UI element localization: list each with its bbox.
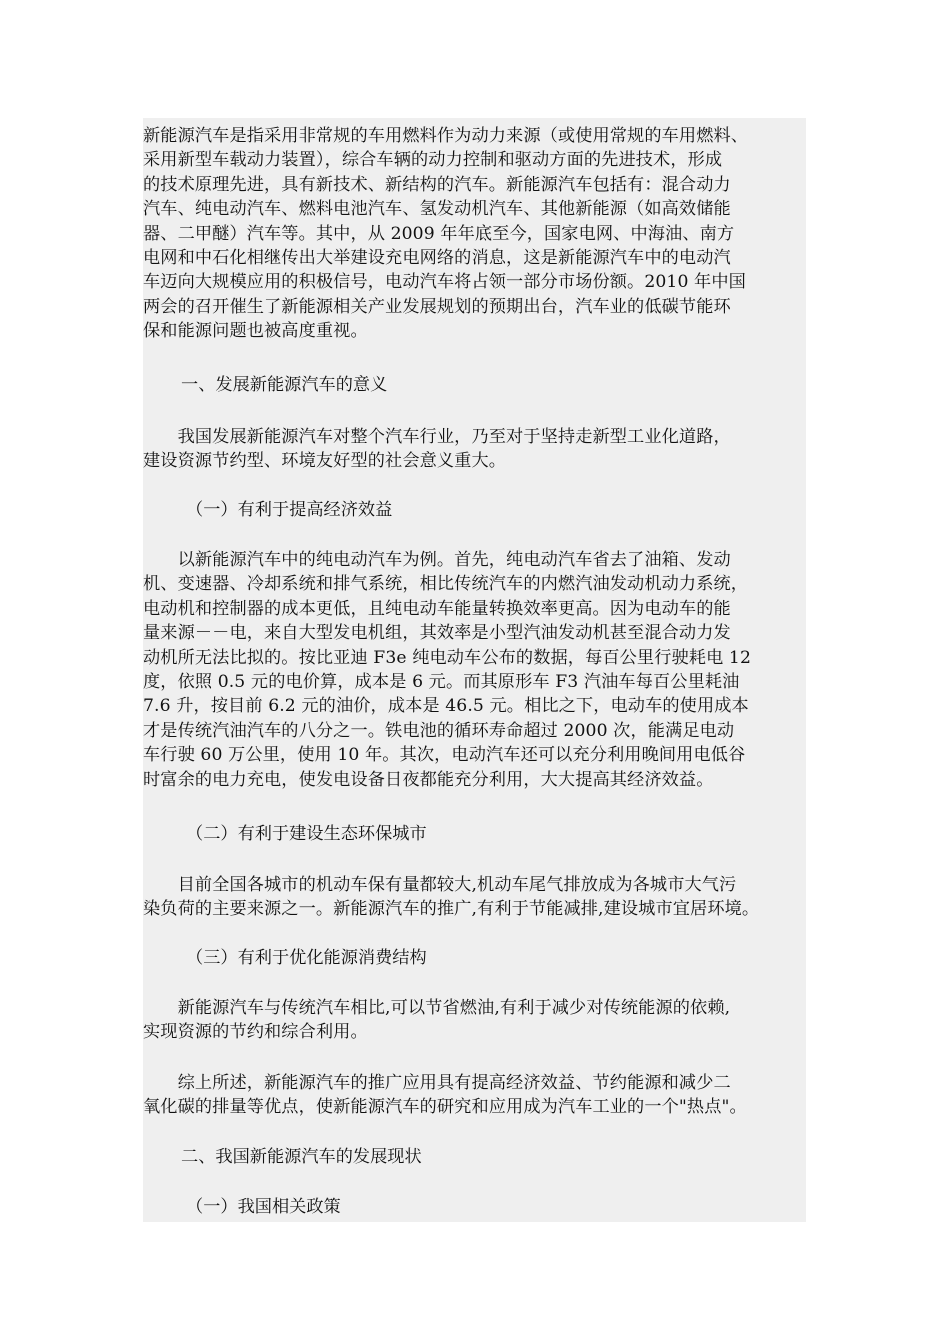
text-line: 以新能源汽车中的纯电动汽车为例。首先，纯电动汽车省去了油箱、发动 xyxy=(143,550,731,570)
heading-eco-city: （二）有利于建设生态环保城市 xyxy=(186,824,427,844)
heading-development-status: 二、我国新能源汽车的发展现状 xyxy=(181,1147,422,1167)
summary-paragraph xyxy=(143,1071,813,1120)
text-line: 目前全国各城市的机动车保有量都较大,机动车尾气排放成为各城市大气污 xyxy=(143,875,737,895)
heading-policy: （一）我国相关政策 xyxy=(186,1197,341,1217)
heading-significance: 一、发展新能源汽车的意义 xyxy=(181,375,388,395)
text-line: 的技术原理先进，具有新技术、新结构的汽车。新能源汽车包括有：混合动力 xyxy=(143,174,731,195)
text-line: 我国发展新能源汽车对整个汽车行业，乃至对于坚持走新型工业化道路， xyxy=(143,427,731,447)
text-line: 才是传统汽油汽车的八分之一。铁电池的循环寿命超过 2000 次，能满足电动 xyxy=(143,720,735,741)
text-line: 7.6 升，按目前 6.2 元的油价，成本是 46.5 元。相比之下，电动车的使用成本 xyxy=(143,696,749,717)
eco-city-paragraph xyxy=(143,873,813,922)
economic-paragraph xyxy=(143,548,813,792)
text-line: 时富余的电力充电，使发电设备日夜都能充分利用，大大提高其经济效益。 xyxy=(143,769,714,790)
text-line: 建设资源节约型、环境友好型的社会意义重大。 xyxy=(143,451,507,472)
text-line: 染负荷的主要来源之一。新能源汽车的推广,有利于节能减排,建设城市宜居环境。 xyxy=(143,899,760,920)
text-line: 保和能源问题也被高度重视。 xyxy=(143,321,368,342)
significance-paragraph xyxy=(143,425,813,474)
text-line: 动机所无法比拟的。按比亚迪 F3e 纯电动车公布的数据，每百公里行驶耗电 12 xyxy=(143,647,752,668)
text-line: 度，依照 0.5 元的电价算，成本是 6 元。而其原形车 F3 汽油车每百公里耗油 xyxy=(143,671,740,692)
text-line: 新能源汽车是指采用非常规的车用燃料作为动力来源（或使用常规的车用燃料、 xyxy=(143,126,749,146)
heading-energy-structure: （三）有利于优化能源消费结构 xyxy=(186,948,427,968)
text-line: 电网和中石化相继传出大举建设充电网络的消息，这是新能源汽车中的电动汽 xyxy=(143,247,731,268)
text-line: 车迈向大规模应用的积极信号，电动汽车将占领一部分市场份额。2010 年中国 xyxy=(143,272,746,293)
text-line: 采用新型车载动力装置），综合车辆的动力控制和驱动方面的先进技术，形成 xyxy=(143,150,723,171)
text-line: 车行驶 60 万公里，使用 10 年。其次，电动汽车还可以充分利用晚间用电低谷 xyxy=(143,745,746,766)
text-line: 量来源－－电，来自大型发电机组，其效率是小型汽油发动机甚至混合动力发 xyxy=(143,623,731,644)
heading-economic-benefit: （一）有利于提高经济效益 xyxy=(186,500,393,520)
text-line: 两会的召开催生了新能源相关产业发展规划的预期出台，汽车业的低碳节能环 xyxy=(143,296,731,317)
intro-paragraph xyxy=(143,124,813,344)
text-line: 综上所述，新能源汽车的推广应用具有提高经济效益、节约能源和减少二 xyxy=(143,1073,731,1093)
text-line: 机、变速器、冷却系统和排气系统，相比传统汽车的内燃汽油发动机动力系统， xyxy=(143,574,749,595)
text-line: 实现资源的节约和综合利用。 xyxy=(143,1022,368,1043)
text-line: 新能源汽车与传统汽车相比,可以节省燃油,有利于减少对传统能源的依赖, xyxy=(143,998,731,1018)
text-line: 氧化碳的排量等优点，使新能源汽车的研究和应用成为汽车工业的一个"热点"。 xyxy=(143,1097,747,1118)
energy-paragraph xyxy=(143,996,813,1045)
text-line: 器、二甲醚）汽车等。其中，从 2009 年年底至今，国家电网、中海油、南方 xyxy=(143,223,735,244)
text-line: 电动机和控制器的成本更低，且纯电动车能量转换效率更高。因为电动车的能 xyxy=(143,598,731,619)
text-line: 汽车、纯电动汽车、燃料电池汽车、氢发动机汽车、其他新能源（如高效储能 xyxy=(143,199,731,220)
